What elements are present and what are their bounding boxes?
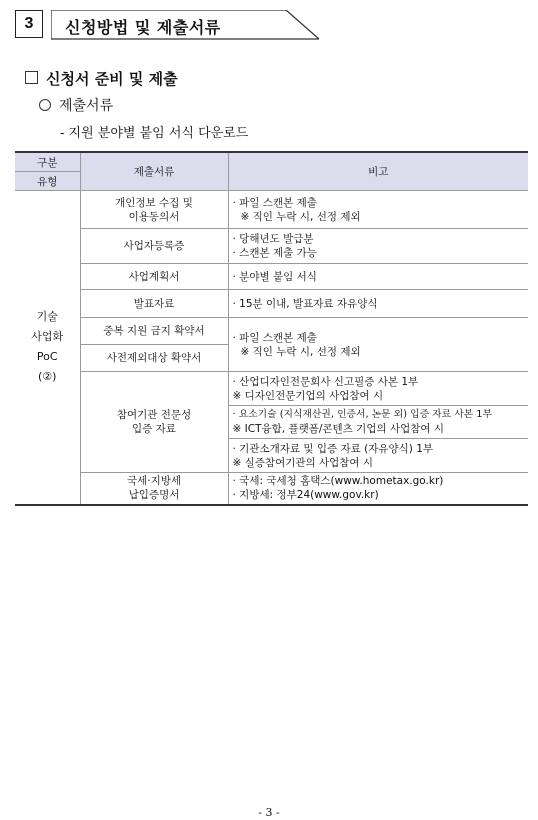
heading-level2-text: 제출서류 [59,98,114,114]
document-cell: 중복 지원 금지 확약서 [80,318,228,345]
document-cell: 사업계획서 [80,264,228,290]
document-cell: 사업자등록증 [80,229,228,264]
remark-line: · 요소기술 (지식재산권, 인증서, 논문 외) 입증 자료 사본 1부 [232,409,492,420]
category-cell [15,191,80,505]
table-row [15,290,528,318]
header-type: 유형 [37,175,58,188]
header-remarks: 비고 [228,152,528,191]
table-row [15,264,528,290]
table-row [15,318,528,345]
circle-bullet-icon [39,99,51,111]
remark-line: · 기관소개자료 및 입증 자료 (자유양식) 1부 [232,442,434,455]
table-header-row [15,152,528,191]
document-cell [80,372,228,473]
remark-line: · 스캔본 제출 가능 [232,247,317,259]
remark-cell [228,290,528,318]
remark-cell [228,439,528,473]
document-cell: 발표자료 [80,290,228,318]
page-number: - 3 - [258,806,280,819]
remark-line: ※ 직인 누락 시, 선정 제외 [240,345,361,358]
documents-table [15,151,528,506]
remark-line: · 파일 스캔본 제출 [232,331,317,344]
category-line: PoC [36,350,58,364]
heading-level2 [39,95,113,115]
category-line: 기술 [36,310,58,324]
header-category: 구분 [15,153,80,172]
remark-cell [228,473,528,505]
remark-line: · 지방세: 정부24(www.gov.kr) [232,489,379,502]
remark-cell [228,406,528,439]
square-bullet-icon [25,71,38,84]
remark-cell [228,372,528,406]
remark-line: ※ 실증참여기관의 사업참여 시 [232,456,374,469]
table-row [15,372,528,406]
remark-line: · 파일 스캔본 제출 [232,196,317,209]
table-row [15,473,528,505]
remark-cell [228,264,528,290]
remark-line: · 산업디자인전문회사 신고필증 사본 1부 [232,375,419,388]
document-cell: 사전제외대상 확약서 [80,345,228,372]
category-line: 사업화 [31,330,64,344]
remark-cell [228,191,528,229]
remark-line: ※ 디자인전문기업의 사업참여 시 [232,389,384,402]
remark-line: · 당해년도 발급분 [232,233,314,245]
remark-line: ※ 직인 누락 시, 선정 제외 [240,210,361,223]
document-line: 이용동의서 [128,210,180,223]
table-row [15,229,528,264]
category-line: (②) [38,370,57,384]
document-cell [80,473,228,505]
section-title: 신청방법 및 제출서류 [65,18,221,37]
heading-level1 [25,68,178,89]
remark-line: ※ ICT융합, 플랫폼/콘텐츠 기업의 사업참여 시 [232,423,444,435]
heading-level1-text: 신청서 준비 및 제출 [46,70,178,88]
document-line: 납입증명서 [128,489,180,502]
document-line: 개인정보 수집 및 [115,196,193,209]
remark-line: · 분야별 붙임 서식 [232,270,317,283]
remark-line: · 15분 이내, 발표자료 자유양식 [232,297,378,310]
heading-level3: - 지원 분야별 붙임 서식 다운로드 [60,126,249,141]
table-row [15,191,528,229]
document-line: 참여기관 전문성 [116,409,192,421]
document-cell [80,191,228,229]
remark-line: · 국세: 국세청 홈택스(www.hometax.go.kr) [232,475,444,488]
section-title-box [51,10,321,40]
header-category-type [15,152,80,191]
section-number: 3 [15,10,43,38]
document-line: 국세·지방세 [126,475,182,488]
header-documents: 제출서류 [80,152,228,191]
remark-cell [228,318,528,372]
document-line: 입증 자료 [132,423,176,435]
remark-cell [228,229,528,264]
